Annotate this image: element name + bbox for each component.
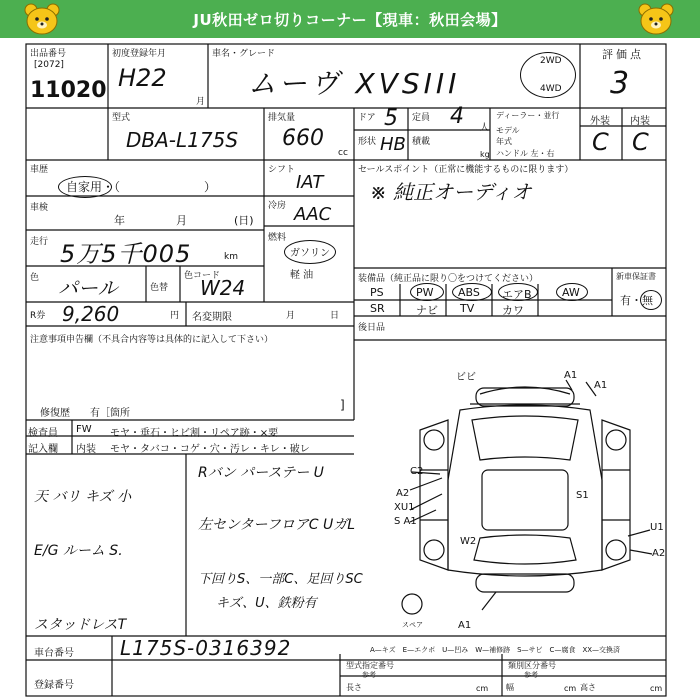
mileage-label: 走行 (30, 237, 49, 247)
color-code-value: W24 (200, 276, 246, 300)
color-code-label: 色コード (184, 271, 221, 281)
mark-a1-right: A1 (594, 380, 608, 391)
chassis-label: 車台番号 (34, 648, 74, 659)
model-value: DBA-L175S (126, 128, 239, 152)
mark-spare: スペア (402, 621, 423, 629)
mark-w2: W2 (460, 536, 477, 547)
remark-left-3: スタッドレスT (34, 617, 127, 633)
inspector-label2: 記入欄 (28, 444, 58, 455)
fuel-gasoline: ガソリン (290, 248, 330, 259)
name-change-label: 名変期限 (192, 312, 232, 323)
equip-tv: TV (460, 302, 475, 315)
warranty-value: 有・無 (620, 294, 653, 307)
mark-s1: S1 (576, 490, 589, 501)
remark-left-2: E/G ルーム S. (34, 543, 123, 559)
car-damage-diagram (380, 360, 670, 630)
recycle-unit: 円 (170, 311, 180, 321)
recycle-label: R券 (30, 311, 46, 321)
shape-label: 形状 (358, 137, 377, 147)
selling-label: セールスポイント（正常に機能するものに限ります） (358, 165, 574, 175)
remark-mid-1: Rバン パーステー U (198, 465, 324, 481)
equip-aw-circle (556, 283, 588, 301)
inspection-year: 年 (114, 214, 125, 227)
equip-airbag: エアB (502, 288, 532, 301)
remark-left-1: 天 バリ キズ 小 (34, 489, 132, 505)
registration-label: 登録番号 (34, 680, 74, 691)
mark-c2: C2 (410, 466, 424, 477)
equip-abs-circle (452, 283, 492, 301)
remark-mid-4: キズ、U、鉄粉有 (216, 596, 317, 611)
color-change-label: 色替 (150, 283, 169, 293)
exterior-label: 外装 (590, 116, 610, 127)
equip-pw-circle (410, 283, 444, 301)
interior-label: 内装 (630, 116, 650, 127)
equip-airbag-circle (498, 283, 538, 301)
car-name-value: ムーヴ XVSIII (248, 67, 461, 100)
inspector-fw: FW (76, 424, 92, 435)
inspector-fw-items: モヤ・垂石・ヒビ割・リペア跡・×要 (110, 428, 279, 439)
drive-4wd: 4WD (540, 84, 562, 94)
damage-legend: A—キズ E—エクボ U—凹み W—補修跡 S—サビ C—腐食 XX—交換済 (370, 646, 621, 654)
mileage-unit: km (224, 252, 238, 262)
remark-mid-2: 左センターフロアC UガL (198, 517, 356, 533)
color-label: 色 (30, 273, 40, 283)
equipment-label: 装備品（純正品に限り〇をつけてください） (358, 274, 539, 284)
load-label: 積載 (412, 137, 431, 147)
mark-a1-top: A1 (564, 370, 578, 381)
shape-value: HB (380, 134, 406, 155)
vehicle-type-value: 自家用・（ ） (66, 180, 217, 194)
chassis-value: L175S-0316392 (120, 636, 292, 660)
lot-label: 出品番号 (30, 49, 67, 59)
equip-navi: ナビ (416, 304, 438, 317)
selling-value: ※ 純正オーディオ (370, 180, 532, 204)
car-name-label: 車名・グレード (212, 49, 276, 59)
displacement-value: 660 (282, 126, 324, 151)
first-reg-value: H22 (118, 64, 167, 92)
shift-value: IAT (296, 172, 324, 193)
dim-height-label: 高さ (580, 683, 596, 692)
inspector-interior: 内装 (76, 444, 96, 455)
lot-number: 11020 (30, 78, 107, 103)
mark-a2-right: A2 (652, 548, 666, 559)
inspector-interior-items: モヤ・タバコ・コゲ・穴・汚レ・キレ・破レ (110, 444, 310, 455)
fuel-diesel: 軽 油 (290, 270, 314, 281)
drive-2wd: 2WD (540, 56, 562, 66)
name-change-day: 日 (330, 311, 340, 321)
model-year-label1: モデル (496, 126, 520, 135)
dim-width-label: 幅 (506, 683, 514, 692)
handle-label: ハンドル 左・右 (496, 149, 555, 158)
load-unit: kg (480, 150, 490, 159)
repair-history: 修復歴 有［箇所 (40, 408, 130, 419)
model-label: 型式 (112, 113, 131, 123)
mark-bibi: ビビ (456, 372, 476, 383)
recycle-value: 9,260 (62, 302, 120, 326)
inspection-month: 月 (176, 214, 187, 227)
inspection-label: 車検 (30, 203, 49, 213)
doors-label: ドア (358, 113, 376, 123)
equip-leather: カワ (502, 304, 524, 317)
notes-label: 注意事項申告欄（不具合内容等は具体的に記入して下さい） (30, 335, 274, 345)
dim-length-label: 長さ (346, 683, 362, 692)
ac-label: 冷房 (268, 201, 287, 211)
capacity-label: 定員 (412, 113, 431, 123)
first-reg-label: 初度登録年月 (112, 49, 167, 59)
capacity-value: 4 (450, 104, 464, 129)
model-year-label2: 年式 (496, 137, 512, 146)
inspection-day: (日) (234, 214, 254, 227)
displacement-label: 排気量 (268, 113, 296, 123)
mileage-value: 5万5千005 (60, 240, 192, 268)
rating-value: 3 (610, 66, 630, 101)
dim-length-unit: cm (476, 684, 489, 693)
class-no-sub: 参考 (524, 671, 538, 679)
name-change-month: 月 (286, 311, 296, 321)
mark-sa1: S A1 (394, 516, 417, 527)
equip-sr: SR (370, 302, 385, 315)
remark-mid-3: 下回りS、一部C、足回りSC (198, 572, 363, 587)
after-date-label: 後日品 (358, 323, 386, 333)
form-no-sub: 参考 (362, 671, 376, 679)
inspector-label1: 検査員 (28, 428, 58, 439)
warranty-circle (640, 290, 662, 310)
lot-sub: [2072] (34, 60, 64, 70)
equip-abs: ABS (458, 286, 480, 299)
interior-value: C (632, 128, 649, 156)
ac-value: AAC (294, 204, 332, 225)
color-value: パール (58, 276, 118, 300)
exterior-value: C (592, 128, 609, 156)
equip-aw: AW (562, 286, 580, 299)
mark-xu1: XU1 (394, 502, 415, 513)
first-reg-unit: 月 (196, 97, 206, 107)
dim-height-unit: cm (650, 684, 663, 693)
warranty-label: 新車保証書 (616, 272, 656, 281)
page-title: JU秋田ゼロ切りコーナー【現車：秋田会場】 (193, 11, 507, 29)
repair-bracket: ] (340, 398, 345, 412)
equip-ps: PS (370, 286, 384, 299)
mark-a2-left: A2 (396, 488, 410, 499)
dim-width-unit: cm (564, 684, 577, 693)
class-no-label: 類別区分番号 (508, 661, 556, 670)
doors-value: 5 (384, 106, 398, 131)
vehicle-type-label: 車歴 (30, 165, 49, 175)
shift-label: シフト (268, 165, 296, 175)
fuel-label: 燃料 (268, 233, 287, 243)
rating-label: 評価点 (602, 48, 644, 61)
form-no-label: 型式指定番号 (346, 661, 394, 670)
dealer-label: ディーラー・並行 (496, 111, 560, 120)
mark-u1: U1 (650, 522, 664, 533)
mark-a1-bottom: A1 (458, 620, 472, 631)
equip-pw: PW (416, 286, 434, 299)
displacement-unit: cc (338, 148, 348, 158)
capacity-unit: 人 (480, 123, 490, 133)
